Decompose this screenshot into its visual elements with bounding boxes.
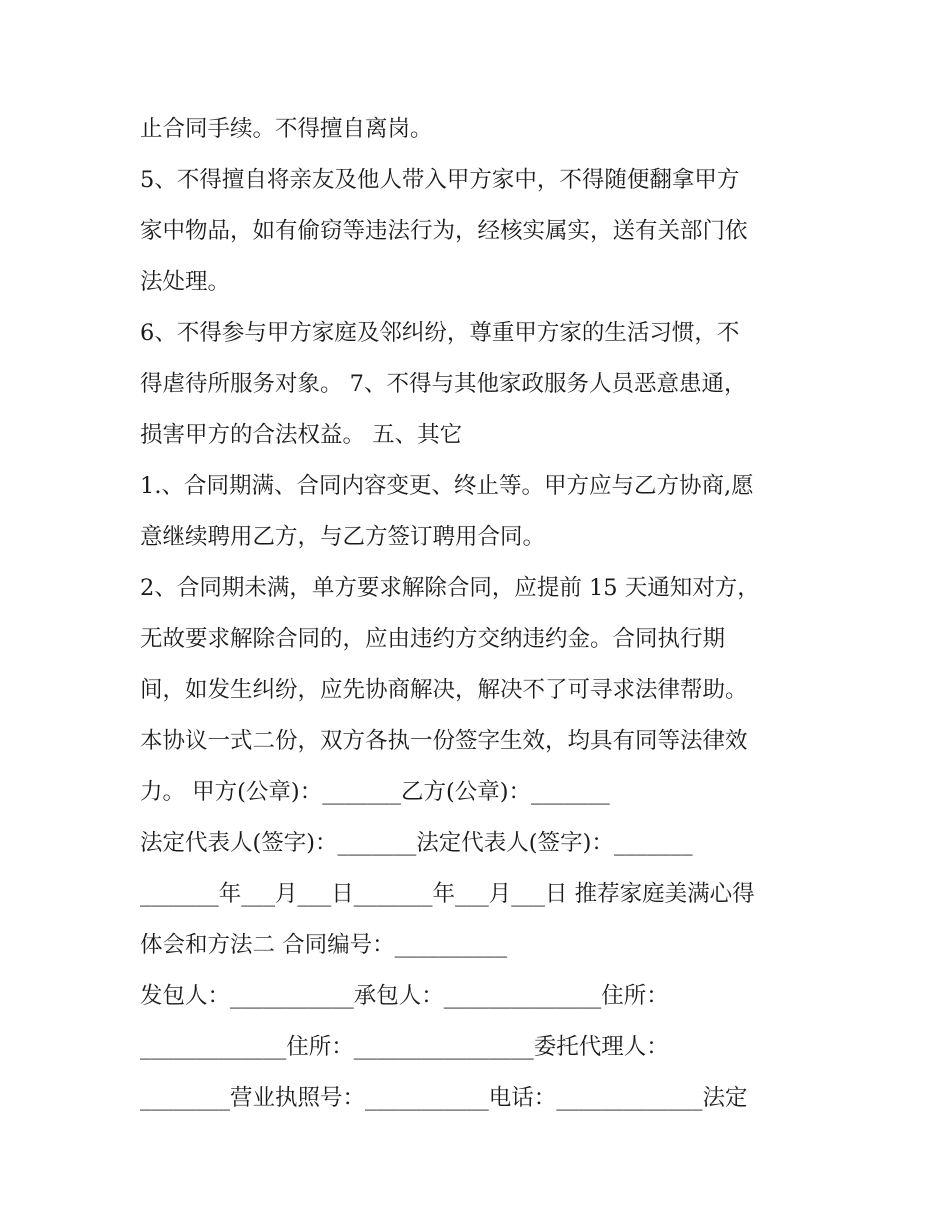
text-line: 得虐待所服务对象。 7、不得与其他家政服务人员恶意患通， — [140, 371, 747, 397]
text-line: 1.、合同期满、合同内容变更、终止等。甲方应与乙方协商,愿 — [140, 473, 754, 499]
text-line: 体会和方法二 合同编号：__________ — [140, 932, 508, 958]
text-line: ________营业执照号：___________电话：_____________法定 — [140, 1085, 748, 1111]
text-line: 损害甲方的合法权益。 五、其它 — [140, 422, 463, 448]
text-line: 间，如发生纠纷，应先协商解决，解决不了可寻求法律帮助。 — [140, 677, 748, 703]
text-line: 发包人：___________承包人：______________住所： — [140, 983, 669, 1009]
text-line: 意继续聘用乙方，与乙方签订聘用合同。 — [140, 524, 546, 550]
text-line: 6、不得参与甲方家庭及邻纠纷，尊重甲方家的生活习惯，不 — [140, 320, 740, 346]
text-line: 法处理。 — [140, 269, 231, 295]
text-line: _______年___月___日_______年___月___日 推荐家庭美满心得 — [140, 881, 755, 907]
text-line: _____________住所：________________委托代理人： — [140, 1034, 669, 1060]
text-line: 本协议一式二份，双方各执一份签字生效，均具有同等法律效 — [140, 728, 748, 754]
text-line: 2、合同期未满，单方要求解除合同，应提前 15 天通知对方， — [140, 575, 760, 601]
text-line: 力。 甲方(公章)：_______乙方(公章)：_______ — [140, 779, 610, 805]
text-line: 止合同手续。不得擅自离岗。 — [140, 116, 433, 142]
text-line: 家中物品，如有偷窃等违法行为，经核实属实，送有关部门依 — [140, 218, 748, 244]
text-line: 无故要求解除合同的，应由违约方交纳违约金。合同执行期 — [140, 626, 726, 652]
text-line: 法定代表人(签字)：_______法定代表人(签字)：_______ — [140, 830, 693, 856]
text-line: 5、不得擅自将亲友及他人带入甲方家中，不得随便翻拿甲方 — [140, 167, 740, 193]
